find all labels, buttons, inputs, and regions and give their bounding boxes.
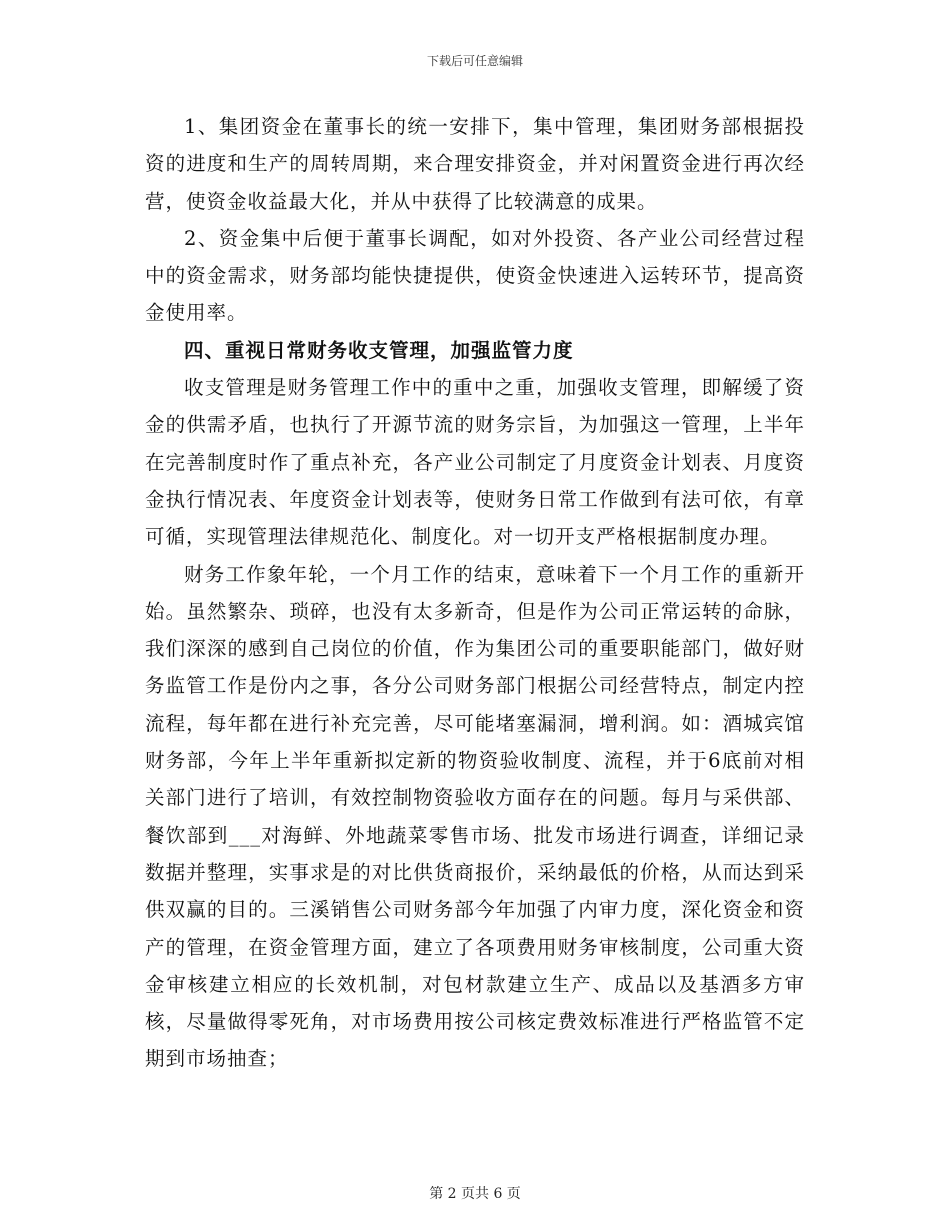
paragraph-3: 收支管理是财务管理工作中的重中之重，加强收支管理，即解缓了资金的供需矛盾，也执行了开源节流的财务宗旨，为加强这一管理，上半年在完善制度时作了重点补充，各产业公司制定了月度资金计划表、月度资金执行情况表、年度资金计划表等，使财务日常工作做到有法可依，有章可循，实现管理法律规范化、制度化。对一切开支严格根据制度办理。 xyxy=(145,376,805,549)
document-body xyxy=(145,108,805,1078)
section-heading-4: 四、重视日常财务收支管理，加强监管力度 xyxy=(184,338,574,362)
page-header: 下载后可任意编辑 xyxy=(426,54,523,68)
paragraph-4: 财务工作象年轮，一个月工作的结束，意味着下一个月工作的重新开始。虽然繁杂、琐碎，也没有太多新奇，但是作为公司正常运转的命脉，我们深深的感到自己岗位的价值，作为集团公司的重要职能部门，做好财务监管工作是份内之事，各分公司财务部门根据公司经营特点，制定内控流程，每年都在进行补充完善，尽可能堵塞漏洞，增利润。如：酒城宾馆财务部，今年上半年重新拟定新的物资验收制度、流程，并于6底前对相关部门进行了培训，有效控制物资验收方面存在的问题。每月与采供部、餐饮部到___对海鲜、外地蔬菜零售市场、批发市场进行调查，详细记录数据并整理，实事求是的对比供货商报价，采纳最低的价格，从而达到采供双赢的目的。三溪销售公司财务部今年加强了内审力度，深化资金和资产的管理，在资金管理方面，建立了各项费用财务审核制度，公司重大资金审核建立相应的长效机制，对包材款建立生产、成品以及基酒多方审核，尽量做得零死角，对市场费用按公司核定费效标准进行严格监管不定期到市场抽查； xyxy=(145,562,805,1071)
page-footer: 第 2 页共 6 页 xyxy=(429,1186,521,1202)
paragraph-2: 2、资金集中后便于董事长调配，如对外投资、各产业公司经营过程中的资金需求，财务部均能快捷提供，使资金快速进入运转环节，提高资金使用率。 xyxy=(145,226,805,325)
paragraph-1: 1、集团资金在董事长的统一安排下，集中管理，集团财务部根据投资的进度和生产的周转周期，来合理安排资金，并对闲置资金进行再次经营，使资金收益最大化，并从中获得了比较满意的成果。 xyxy=(145,115,805,213)
